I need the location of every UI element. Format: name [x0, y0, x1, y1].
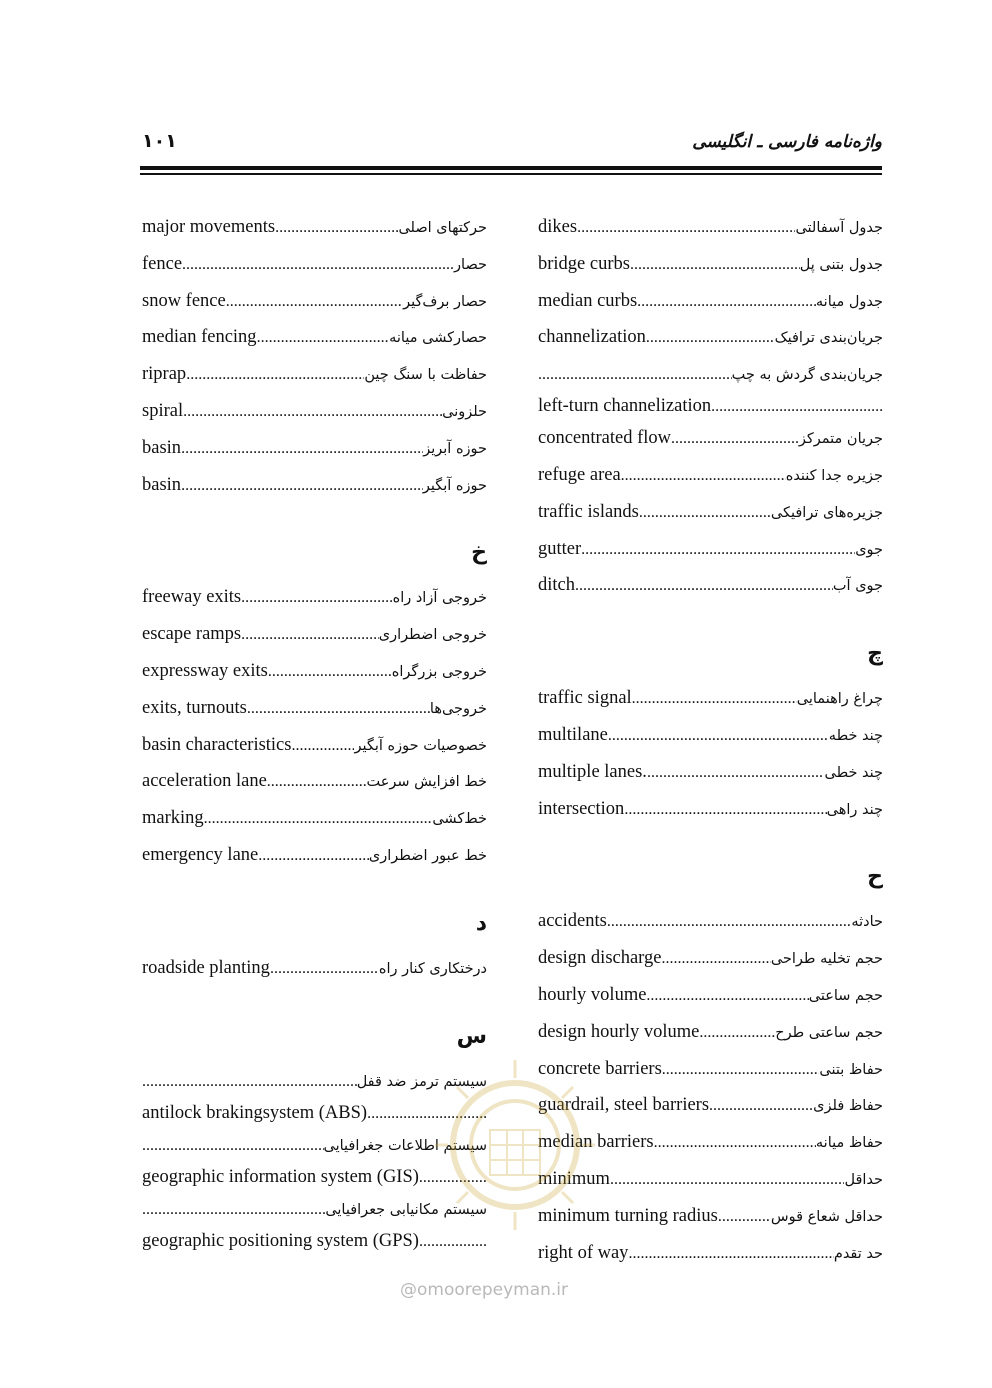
- dot-leader: [241, 582, 392, 613]
- persian-term: جزیره‌های ترافیکی: [770, 504, 883, 521]
- dot-leader: [142, 1066, 357, 1097]
- persian-term: حرکتهای اصلی: [398, 220, 487, 236]
- dot-leader: [226, 286, 403, 317]
- glossary-entry: [142, 433, 487, 470]
- section-heading-he: ح: [867, 864, 883, 890]
- glossary-entry: [538, 322, 883, 359]
- persian-term: خط عبور اضطراری: [368, 847, 487, 864]
- persian-term: حفاظ میانه: [815, 1135, 883, 1152]
- english-term: refuge area: [538, 464, 621, 485]
- english-term: left-turn channelization: [538, 396, 712, 417]
- dot-leader: [186, 359, 364, 390]
- dot-leader: [647, 757, 825, 788]
- glossary-entry: [142, 619, 487, 656]
- english-term: right of way: [538, 1242, 629, 1263]
- glossary-entry: [142, 582, 487, 619]
- glossary-entry: [142, 359, 487, 396]
- persian-term: چند خطی: [824, 764, 883, 781]
- english-term: median fencing: [142, 327, 257, 348]
- persian-term: حفاظت با سنگ چین: [364, 367, 487, 384]
- persian-term: خروجی اضطراری: [378, 627, 487, 644]
- english-term: intersection: [538, 798, 625, 819]
- dot-leader: [247, 693, 430, 724]
- dot-leader: [624, 794, 826, 825]
- dot-leader: [257, 322, 390, 353]
- english-term: traffic islands: [538, 501, 639, 522]
- persian-term: خصوصیات حوزه آبگیر: [354, 737, 487, 754]
- english-term: median curbs: [538, 290, 638, 311]
- english-term: antilock brakingsystem (ABS): [142, 1102, 368, 1123]
- header-rule-thick: [140, 166, 882, 170]
- persian-term: حفاظ بتنی: [819, 1061, 883, 1078]
- persian-term: خروجی‌ها: [429, 700, 487, 717]
- persian-term: حجم ساعتی: [808, 987, 883, 1004]
- persian-term: جزیره جدا کننده: [785, 467, 883, 484]
- dot-leader: [621, 460, 786, 491]
- site-watermark-text: omoorepeyman.ir: [417, 1280, 569, 1300]
- english-term: marking: [142, 808, 204, 829]
- dot-leader: [258, 840, 369, 871]
- english-term: emergency lane: [142, 844, 259, 865]
- site-watermark: [400, 1280, 568, 1300]
- glossary-entry: [142, 322, 487, 359]
- dot-leader: [575, 570, 833, 601]
- english-term: fence: [142, 253, 183, 274]
- persian-term: حوزه آبگیر: [422, 477, 487, 494]
- glossary-entry: [538, 906, 883, 943]
- dot-leader: [268, 656, 392, 687]
- english-term: exits, turnouts: [142, 697, 247, 718]
- glossary-entry: [142, 286, 487, 323]
- persian-term: جوی: [855, 541, 883, 558]
- english-term: concentrated flow: [538, 428, 672, 449]
- persian-term: جریان‌بندی گردش به چپ: [731, 367, 883, 384]
- glossary-entry: [538, 980, 883, 1017]
- dot-leader: [639, 497, 771, 528]
- glossary-entry: [538, 212, 883, 249]
- dot-leader: [181, 433, 423, 464]
- publisher-seal-icon: [435, 1050, 595, 1240]
- english-term: multiple lanes.: [538, 761, 647, 782]
- persian-term: سیستم مکانیابی جعرافیایی: [325, 1201, 487, 1218]
- glossary-entry: [142, 470, 487, 507]
- glossary-entry: [142, 766, 487, 803]
- persian-term: چند راهی: [826, 801, 883, 818]
- dot-leader: [661, 943, 770, 974]
- section-heading-sin: س: [456, 1023, 487, 1049]
- glossary-entry: [538, 683, 883, 720]
- persian-term: خط افزایش سرعت: [366, 774, 487, 791]
- dot-leader: [646, 322, 775, 353]
- persian-term: حجم تخلیه طراحی: [770, 951, 883, 968]
- english-term: major movements: [142, 217, 276, 237]
- page-header: [140, 128, 882, 178]
- glossary-entry: [538, 460, 883, 497]
- glossary-entry: [538, 249, 883, 286]
- dot-leader: [142, 1194, 325, 1225]
- glossary-entry: [142, 840, 487, 877]
- glossary-entry: [538, 1017, 883, 1054]
- english-term: median barriers: [538, 1132, 654, 1153]
- english-term: geographic positioning system (GPS): [142, 1230, 419, 1251]
- persian-term: خروجی آزاد راه: [392, 590, 487, 607]
- english-term: channelization: [538, 327, 646, 348]
- english-term: minimum turning radius: [538, 1205, 718, 1226]
- persian-term: حلزونی: [442, 403, 487, 420]
- dot-leader: [142, 1130, 324, 1161]
- glossary-entry: [142, 803, 487, 840]
- persian-term: جدول آسفالتی: [795, 220, 883, 236]
- glossary-entry: [538, 794, 883, 831]
- dot-leader: [654, 1127, 816, 1158]
- persian-term: حداقل شعاع قوس: [770, 1208, 883, 1225]
- section-heading-che: چ: [867, 641, 883, 667]
- dot-leader: [181, 470, 423, 501]
- english-term: escape ramps: [142, 624, 242, 645]
- dot-leader: [637, 286, 816, 317]
- english-term: snow fence: [142, 290, 226, 311]
- glossary-entry: [142, 396, 487, 433]
- persian-term: سیستم ترمز ضد قفل: [356, 1073, 487, 1090]
- persian-term: حادثه: [851, 914, 883, 931]
- page-number: ۱۰۱: [142, 130, 177, 152]
- english-term: hourly volume: [538, 984, 647, 1005]
- persian-term: جوی آب: [832, 578, 883, 595]
- english-term: multilane: [538, 724, 608, 745]
- english-term: dikes: [538, 217, 578, 237]
- dot-leader: [577, 212, 795, 243]
- glossary-entry: [142, 730, 487, 767]
- persian-term: حصار: [454, 256, 487, 273]
- glossary-entry: [538, 943, 883, 980]
- dot-leader: [711, 391, 883, 422]
- persian-term: حد تقدم: [833, 1245, 883, 1262]
- dot-leader: [267, 766, 367, 797]
- english-term: riprap: [142, 364, 187, 385]
- english-term: accidents: [538, 911, 607, 932]
- header-rule-thin: [140, 173, 882, 175]
- persian-term: جریان متمرکز: [798, 431, 883, 448]
- dot-leader: [182, 249, 454, 280]
- dot-leader: [581, 534, 855, 565]
- persian-term: جدول میانه: [815, 293, 883, 310]
- dot-leader: [630, 249, 800, 280]
- english-term: ditch: [538, 575, 575, 596]
- glossary-entry: [538, 757, 883, 794]
- persian-term: سیستم اطلاعات جغرافیایی: [323, 1137, 487, 1154]
- english-term: design hourly volume: [538, 1021, 700, 1042]
- persian-term: خط‌کشی: [432, 811, 487, 828]
- english-term: spiral: [142, 400, 184, 421]
- english-term: guardrail, steel barriers: [538, 1095, 710, 1116]
- dot-leader: [291, 730, 354, 761]
- persian-term: چند خطه: [828, 727, 883, 744]
- dot-leader: [671, 423, 799, 454]
- persian-term: حفاظ فلزی: [813, 1098, 883, 1115]
- persian-term: خروجی بزرگراه: [391, 663, 487, 680]
- glossary-entry: [538, 534, 883, 571]
- glossary-entry: [538, 423, 883, 460]
- glossary-entry: [538, 286, 883, 323]
- english-term: bridge curbs: [538, 253, 630, 274]
- dot-leader: [628, 1238, 833, 1269]
- glossary-entry: [142, 693, 487, 730]
- dot-leader: [204, 803, 433, 834]
- english-term: roadside planting: [142, 957, 270, 978]
- persian-term: حداقل: [844, 1171, 883, 1188]
- english-term: expressway exits: [142, 660, 268, 681]
- persian-term: درختکاری کنار راه: [378, 960, 487, 977]
- persian-term: چراغ راهنمایی: [796, 691, 883, 708]
- glossary-entry: [142, 212, 487, 249]
- english-term: geographic information system (GIS): [142, 1166, 419, 1187]
- dot-leader: [275, 212, 398, 243]
- english-term: basin: [142, 437, 182, 458]
- dot-leader: [718, 1201, 771, 1232]
- glossary-entry-multiline: [538, 359, 883, 423]
- glossary-entry: [538, 720, 883, 757]
- glossary-entry: [538, 1238, 883, 1275]
- english-term: traffic signal: [538, 688, 632, 709]
- glossary-entry: [142, 656, 487, 693]
- section-heading-dal: د: [475, 910, 487, 936]
- dot-leader: [607, 906, 852, 937]
- glossary-entry: [142, 953, 487, 990]
- english-term: acceleration lane: [142, 771, 267, 792]
- dot-leader: [709, 1090, 813, 1121]
- glossary-entry: [538, 497, 883, 534]
- persian-term: حجم ساعتی طرح: [775, 1024, 883, 1041]
- dot-leader: [538, 359, 732, 390]
- glossary-entry: [142, 249, 487, 286]
- persian-term: حوزه آبریز: [423, 440, 487, 457]
- running-title: واژه‌نامه فارسی ـ انگلیسی: [692, 132, 882, 152]
- glossary-entry: [538, 570, 883, 607]
- dot-leader: [270, 953, 379, 984]
- english-term: minimum: [538, 1168, 610, 1189]
- persian-term: حصار برف‌گیر: [403, 293, 487, 310]
- english-term: design discharge: [538, 948, 662, 969]
- english-term: gutter: [538, 538, 582, 559]
- english-term: basin: [142, 474, 182, 495]
- persian-term: جریان‌بندی ترافیک: [774, 330, 883, 347]
- at-icon: @: [400, 1280, 417, 1300]
- dot-leader: [632, 683, 797, 714]
- persian-term: جدول بتنی پل: [799, 256, 883, 273]
- dot-leader: [608, 720, 829, 751]
- dot-leader: [699, 1017, 775, 1048]
- dot-leader: [646, 980, 808, 1011]
- english-term: freeway exits: [142, 587, 242, 608]
- english-term: basin characteristics: [142, 734, 292, 755]
- section-heading-khe: خ: [471, 540, 487, 566]
- dot-leader: [241, 619, 379, 650]
- dot-leader: [662, 1054, 820, 1085]
- persian-term: حصارکشی میانه: [389, 330, 487, 347]
- dot-leader: [610, 1164, 845, 1195]
- english-term: concrete barriers: [538, 1058, 662, 1079]
- dot-leader: [183, 396, 442, 427]
